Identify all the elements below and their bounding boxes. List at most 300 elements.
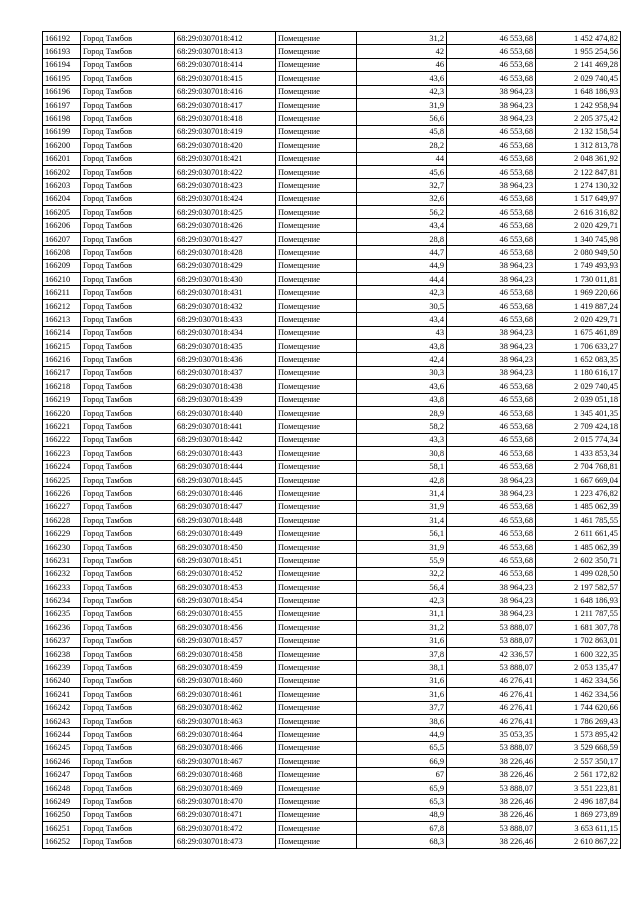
row-id-cell: 166194 [43,58,81,71]
area-cell: 31,2 [357,32,447,45]
specific-value-cell: 38 226,46 [447,835,536,848]
table-row [43,85,621,98]
object-type-cell: Помещение [276,273,357,286]
cadastral-number-cell: 68:29:0307018:461 [175,688,276,701]
specific-value-cell: 38 964,23 [447,259,536,272]
area-cell: 56,6 [357,112,447,125]
city-cell: Город Тамбов [81,219,175,232]
cadastral-number-cell: 68:29:0307018:421 [175,152,276,165]
row-id-cell: 166252 [43,835,81,848]
specific-value-cell: 38 226,46 [447,768,536,781]
city-cell: Город Тамбов [81,621,175,634]
specific-value-cell: 46 553,68 [447,45,536,58]
cadastral-value-cell: 1 485 062,39 [536,500,621,513]
cadastral-value-cell: 1 749 493,93 [536,259,621,272]
area-cell: 58,1 [357,460,447,473]
city-cell: Город Тамбов [81,299,175,312]
cadastral-value-cell: 1 600 322,35 [536,647,621,660]
area-cell: 43,6 [357,72,447,85]
row-id-cell: 166251 [43,822,81,835]
specific-value-cell: 38 964,23 [447,487,536,500]
table-row [43,594,621,607]
table-row [43,366,621,379]
city-cell: Город Тамбов [81,822,175,835]
table-row [43,554,621,567]
specific-value-cell: 46 276,41 [447,701,536,714]
row-id-cell: 166206 [43,219,81,232]
cadastral-number-cell: 68:29:0307018:447 [175,500,276,513]
city-cell: Город Тамбов [81,313,175,326]
cadastral-value-cell: 1 706 633,27 [536,339,621,352]
row-id-cell: 166222 [43,433,81,446]
cadastral-number-cell: 68:29:0307018:464 [175,728,276,741]
specific-value-cell: 53 888,07 [447,621,536,634]
table-row [43,206,621,219]
cadastral-number-cell: 68:29:0307018:470 [175,795,276,808]
cadastral-value-cell: 1 702 863,01 [536,634,621,647]
city-cell: Город Тамбов [81,393,175,406]
specific-value-cell: 35 053,35 [447,728,536,741]
table-row [43,607,621,620]
table-row [43,125,621,138]
object-type-cell: Помещение [276,714,357,727]
city-cell: Город Тамбов [81,594,175,607]
specific-value-cell: 38 964,23 [447,98,536,111]
city-cell: Город Тамбов [81,259,175,272]
table-row [43,447,621,460]
cadastral-number-cell: 68:29:0307018:454 [175,594,276,607]
table-row [43,581,621,594]
row-id-cell: 166247 [43,768,81,781]
specific-value-cell: 38 964,23 [447,353,536,366]
city-cell: Город Тамбов [81,741,175,754]
specific-value-cell: 46 553,68 [447,514,536,527]
object-type-cell: Помещение [276,540,357,553]
specific-value-cell: 38 226,46 [447,755,536,768]
row-id-cell: 166229 [43,527,81,540]
area-cell: 30,3 [357,366,447,379]
cadastral-number-cell: 68:29:0307018:463 [175,714,276,727]
cadastral-number-cell: 68:29:0307018:457 [175,634,276,647]
object-type-cell: Помещение [276,165,357,178]
area-cell: 44,4 [357,273,447,286]
table-row [43,835,621,848]
area-cell: 38,6 [357,714,447,727]
area-cell: 45,8 [357,125,447,138]
city-cell: Город Тамбов [81,98,175,111]
row-id-cell: 166250 [43,808,81,821]
table-row [43,380,621,393]
cadastral-number-cell: 68:29:0307018:453 [175,581,276,594]
area-cell: 42,3 [357,85,447,98]
city-cell: Город Тамбов [81,420,175,433]
city-cell: Город Тамбов [81,688,175,701]
cadastral-number-cell: 68:29:0307018:424 [175,192,276,205]
cadastral-number-cell: 68:29:0307018:423 [175,179,276,192]
specific-value-cell: 46 553,68 [447,299,536,312]
cadastral-number-cell: 68:29:0307018:468 [175,768,276,781]
row-id-cell: 166243 [43,714,81,727]
cadastral-number-cell: 68:29:0307018:432 [175,299,276,312]
cadastral-value-cell: 1 969 220,66 [536,286,621,299]
cadastral-number-cell: 68:29:0307018:473 [175,835,276,848]
object-type-cell: Помещение [276,139,357,152]
table-row [43,152,621,165]
row-id-cell: 166233 [43,581,81,594]
object-type-cell: Помещение [276,621,357,634]
table-row [43,473,621,486]
table-row [43,192,621,205]
city-cell: Город Тамбов [81,45,175,58]
city-cell: Город Тамбов [81,273,175,286]
cadastral-value-cell: 1 433 853,34 [536,447,621,460]
area-cell: 31,6 [357,634,447,647]
cadastral-value-cell: 2 704 768,81 [536,460,621,473]
row-id-cell: 166215 [43,339,81,352]
area-cell: 31,6 [357,688,447,701]
city-cell: Город Тамбов [81,406,175,419]
cadastral-value-cell: 1 340 745,98 [536,232,621,245]
specific-value-cell: 53 888,07 [447,822,536,835]
table-row [43,634,621,647]
area-cell: 38,1 [357,661,447,674]
area-cell: 43,6 [357,380,447,393]
row-id-cell: 166245 [43,741,81,754]
city-cell: Город Тамбов [81,714,175,727]
row-id-cell: 166198 [43,112,81,125]
city-cell: Город Тамбов [81,768,175,781]
city-cell: Город Тамбов [81,366,175,379]
city-cell: Город Тамбов [81,540,175,553]
object-type-cell: Помещение [276,206,357,219]
cadastral-value-cell: 1 345 401,35 [536,406,621,419]
object-type-cell: Помещение [276,179,357,192]
specific-value-cell: 53 888,07 [447,634,536,647]
object-type-cell: Помещение [276,98,357,111]
cadastral-number-cell: 68:29:0307018:413 [175,45,276,58]
object-type-cell: Помещение [276,72,357,85]
cadastral-number-cell: 68:29:0307018:471 [175,808,276,821]
cadastral-number-cell: 68:29:0307018:440 [175,406,276,419]
city-cell: Город Тамбов [81,353,175,366]
specific-value-cell: 46 553,68 [447,500,536,513]
city-cell: Город Тамбов [81,500,175,513]
city-cell: Город Тамбов [81,581,175,594]
table-row [43,728,621,741]
specific-value-cell: 53 888,07 [447,781,536,794]
row-id-cell: 166225 [43,473,81,486]
cadastral-value-cell: 1 211 787,55 [536,607,621,620]
city-cell: Город Тамбов [81,781,175,794]
object-type-cell: Помещение [276,406,357,419]
specific-value-cell: 46 553,68 [447,192,536,205]
area-cell: 30,5 [357,299,447,312]
cadastral-number-cell: 68:29:0307018:455 [175,607,276,620]
object-type-cell: Помещение [276,835,357,848]
object-type-cell: Помещение [276,299,357,312]
cadastral-value-cell: 2 029 740,45 [536,72,621,85]
cadastral-number-cell: 68:29:0307018:417 [175,98,276,111]
cadastral-value-table [42,31,621,849]
cadastral-value-cell: 1 744 620,66 [536,701,621,714]
city-cell: Город Тамбов [81,460,175,473]
table-row [43,714,621,727]
cadastral-number-cell: 68:29:0307018:426 [175,219,276,232]
cadastral-number-cell: 68:29:0307018:462 [175,701,276,714]
cadastral-number-cell: 68:29:0307018:438 [175,380,276,393]
cadastral-value-cell: 2 132 158,54 [536,125,621,138]
city-cell: Город Тамбов [81,487,175,500]
cadastral-number-cell: 68:29:0307018:439 [175,393,276,406]
cadastral-number-cell: 68:29:0307018:416 [175,85,276,98]
cadastral-number-cell: 68:29:0307018:420 [175,139,276,152]
row-id-cell: 166212 [43,299,81,312]
table-row [43,741,621,754]
cadastral-value-cell: 1 180 616,17 [536,366,621,379]
area-cell: 43,4 [357,313,447,326]
table-row [43,514,621,527]
cadastral-value-cell: 2 048 361,92 [536,152,621,165]
cadastral-value-cell: 1 675 461,89 [536,326,621,339]
cadastral-value-cell: 1 452 474,82 [536,32,621,45]
cadastral-value-cell: 2 039 051,18 [536,393,621,406]
table-row [43,165,621,178]
object-type-cell: Помещение [276,795,357,808]
area-cell: 32,2 [357,567,447,580]
row-id-cell: 166195 [43,72,81,85]
city-cell: Город Тамбов [81,755,175,768]
area-cell: 42,3 [357,286,447,299]
area-cell: 31,4 [357,487,447,500]
table-row [43,58,621,71]
cadastral-value-cell: 1 462 334,56 [536,674,621,687]
cadastral-value-cell: 1 573 895,42 [536,728,621,741]
city-cell: Город Тамбов [81,728,175,741]
row-id-cell: 166203 [43,179,81,192]
object-type-cell: Помещение [276,32,357,45]
cadastral-value-cell: 1 419 887,24 [536,299,621,312]
cadastral-value-cell: 1 648 186,93 [536,594,621,607]
specific-value-cell: 46 553,68 [447,125,536,138]
area-cell: 43,8 [357,393,447,406]
specific-value-cell: 46 553,68 [447,393,536,406]
cadastral-value-cell: 2 020 429,71 [536,313,621,326]
object-type-cell: Помещение [276,380,357,393]
city-cell: Город Тамбов [81,32,175,45]
specific-value-cell: 38 964,23 [447,366,536,379]
area-cell: 31,9 [357,540,447,553]
table-row [43,755,621,768]
area-cell: 32,7 [357,179,447,192]
table-row [43,406,621,419]
cadastral-value-cell: 2 709 424,18 [536,420,621,433]
area-cell: 43,8 [357,339,447,352]
object-type-cell: Помещение [276,366,357,379]
table-row [43,339,621,352]
object-type-cell: Помещение [276,152,357,165]
area-cell: 30,8 [357,447,447,460]
row-id-cell: 166234 [43,594,81,607]
object-type-cell: Помещение [276,259,357,272]
row-id-cell: 166237 [43,634,81,647]
object-type-cell: Помещение [276,447,357,460]
city-cell: Город Тамбов [81,232,175,245]
row-id-cell: 166196 [43,85,81,98]
object-type-cell: Помещение [276,460,357,473]
row-id-cell: 166242 [43,701,81,714]
object-type-cell: Помещение [276,755,357,768]
object-type-cell: Помещение [276,661,357,674]
table-row [43,487,621,500]
city-cell: Город Тамбов [81,125,175,138]
area-cell: 44,9 [357,259,447,272]
table-row [43,353,621,366]
row-id-cell: 166209 [43,259,81,272]
object-type-cell: Помещение [276,701,357,714]
object-type-cell: Помещение [276,527,357,540]
cadastral-value-cell: 1 274 130,32 [536,179,621,192]
cadastral-number-cell: 68:29:0307018:425 [175,206,276,219]
area-cell: 31,4 [357,514,447,527]
area-cell: 43 [357,326,447,339]
row-id-cell: 166202 [43,165,81,178]
table-row [43,808,621,821]
row-id-cell: 166204 [43,192,81,205]
row-id-cell: 166223 [43,447,81,460]
object-type-cell: Помещение [276,326,357,339]
cadastral-number-cell: 68:29:0307018:431 [175,286,276,299]
specific-value-cell: 46 553,68 [447,165,536,178]
cadastral-number-cell: 68:29:0307018:448 [175,514,276,527]
city-cell: Город Тамбов [81,447,175,460]
table-row [43,286,621,299]
object-type-cell: Помещение [276,688,357,701]
area-cell: 37,8 [357,647,447,660]
cadastral-value-cell: 2 197 582,57 [536,581,621,594]
specific-value-cell: 38 964,23 [447,594,536,607]
area-cell: 32,6 [357,192,447,205]
row-id-cell: 166248 [43,781,81,794]
table-row [43,795,621,808]
area-cell: 67 [357,768,447,781]
cadastral-value-cell: 1 312 813,78 [536,139,621,152]
area-cell: 56,4 [357,581,447,594]
table-row [43,433,621,446]
table-row [43,500,621,513]
city-cell: Город Тамбов [81,567,175,580]
cadastral-number-cell: 68:29:0307018:429 [175,259,276,272]
city-cell: Город Тамбов [81,607,175,620]
row-id-cell: 166216 [43,353,81,366]
object-type-cell: Помещение [276,634,357,647]
area-cell: 43,3 [357,433,447,446]
specific-value-cell: 38 226,46 [447,795,536,808]
cadastral-value-cell: 1 461 785,55 [536,514,621,527]
city-cell: Город Тамбов [81,808,175,821]
cadastral-value-cell: 2 015 774,34 [536,433,621,446]
row-id-cell: 166205 [43,206,81,219]
city-cell: Город Тамбов [81,514,175,527]
cadastral-number-cell: 68:29:0307018:458 [175,647,276,660]
cadastral-value-cell: 1 730 011,81 [536,273,621,286]
area-cell: 66,9 [357,755,447,768]
table-row [43,460,621,473]
city-cell: Город Тамбов [81,473,175,486]
object-type-cell: Помещение [276,232,357,245]
area-cell: 28,2 [357,139,447,152]
table-row [43,139,621,152]
cadastral-number-cell: 68:29:0307018:450 [175,540,276,553]
specific-value-cell: 53 888,07 [447,661,536,674]
row-id-cell: 166210 [43,273,81,286]
city-cell: Город Тамбов [81,165,175,178]
object-type-cell: Помещение [276,45,357,58]
specific-value-cell: 46 553,68 [447,527,536,540]
object-type-cell: Помещение [276,420,357,433]
cadastral-number-cell: 68:29:0307018:460 [175,674,276,687]
specific-value-cell: 46 553,68 [447,420,536,433]
row-id-cell: 166232 [43,567,81,580]
specific-value-cell: 38 964,23 [447,607,536,620]
table-row [43,540,621,553]
cadastral-number-cell: 68:29:0307018:444 [175,460,276,473]
cadastral-value-cell: 2 053 135,47 [536,661,621,674]
city-cell: Город Тамбов [81,58,175,71]
specific-value-cell: 38 964,23 [447,273,536,286]
table-row [43,246,621,259]
city-cell: Город Тамбов [81,179,175,192]
cadastral-number-cell: 68:29:0307018:451 [175,554,276,567]
table-row [43,688,621,701]
cadastral-value-cell: 1 786 269,43 [536,714,621,727]
object-type-cell: Помещение [276,607,357,620]
row-id-cell: 166231 [43,554,81,567]
cadastral-value-cell: 1 667 669,04 [536,473,621,486]
city-cell: Город Тамбов [81,72,175,85]
table-row [43,299,621,312]
area-cell: 67,8 [357,822,447,835]
table-row [43,781,621,794]
cadastral-value-cell: 2 205 375,42 [536,112,621,125]
object-type-cell: Помещение [276,514,357,527]
cadastral-number-cell: 68:29:0307018:472 [175,822,276,835]
specific-value-cell: 46 553,68 [447,58,536,71]
specific-value-cell: 46 553,68 [447,72,536,85]
table-row [43,822,621,835]
object-type-cell: Помещение [276,85,357,98]
city-cell: Город Тамбов [81,112,175,125]
specific-value-cell: 38 964,23 [447,473,536,486]
object-type-cell: Помещение [276,554,357,567]
object-type-cell: Помещение [276,473,357,486]
area-cell: 58,2 [357,420,447,433]
table-row [43,420,621,433]
object-type-cell: Помещение [276,487,357,500]
row-id-cell: 166208 [43,246,81,259]
area-cell: 56,2 [357,206,447,219]
object-type-cell: Помещение [276,125,357,138]
city-cell: Город Тамбов [81,835,175,848]
cadastral-value-cell: 2 141 469,28 [536,58,621,71]
area-cell: 42 [357,45,447,58]
object-type-cell: Помещение [276,339,357,352]
area-cell: 42,4 [357,353,447,366]
area-cell: 45,6 [357,165,447,178]
specific-value-cell: 46 553,68 [447,32,536,45]
specific-value-cell: 46 276,41 [447,688,536,701]
city-cell: Город Тамбов [81,326,175,339]
specific-value-cell: 46 553,68 [447,206,536,219]
